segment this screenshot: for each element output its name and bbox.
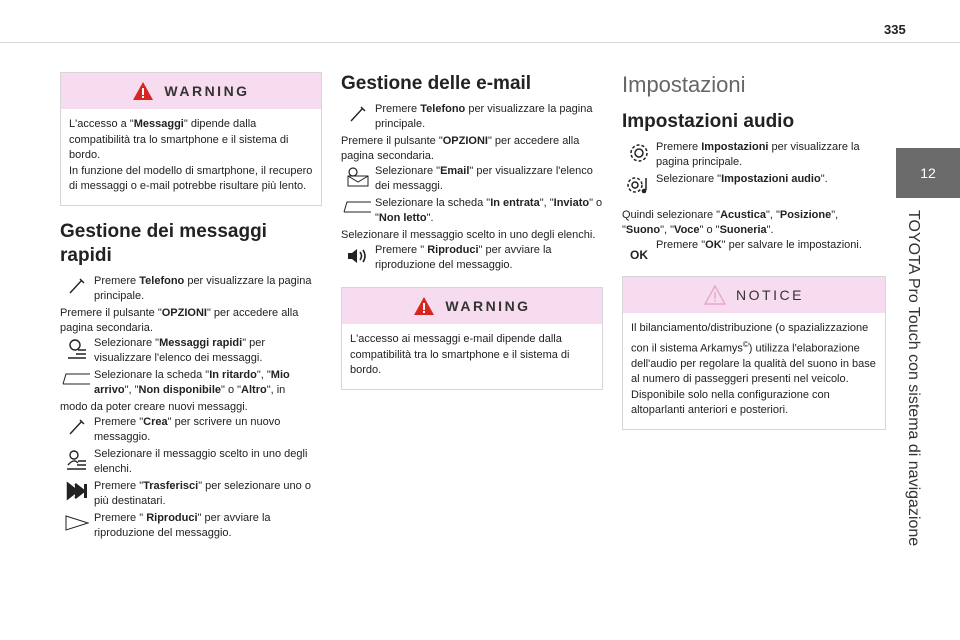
- step-impostazioni: Premere Impostazioni per visualizzare la pagina principale.: [622, 140, 886, 172]
- warning-body: L'accesso ai messaggi e-mail dipende dalla compatibilità tra lo smartphone e il sistema di bordo.: [350, 333, 570, 376]
- message-list-icon: [66, 338, 88, 360]
- step-audio-settings: Selezionare "Impostazioni audio".: [622, 172, 886, 204]
- paragraph-email-select: Selezionare il messaggio scelto in uno degli elenchi.: [341, 229, 596, 241]
- sidebar-title-text: TOYOTA Pro Touch con sistema di navigazione: [905, 210, 922, 547]
- paragraph-select-options: Quindi selezionare "Acustica", "Posizione", "Suono", "Voce" o "Suoneria".: [622, 209, 839, 236]
- section-heading-quick-messages: Gestione dei messaggi rapidi: [60, 220, 267, 266]
- gear-music-icon: [626, 174, 652, 196]
- email-envelope-icon: [345, 166, 371, 188]
- warning-header: [342, 288, 602, 324]
- paragraph-create: modo da poter creare nuovi messaggi.: [60, 400, 248, 413]
- notice-triangle-icon: [704, 285, 726, 305]
- tab-icon: [343, 198, 373, 214]
- column-left: [60, 72, 322, 543]
- paragraph-opzioni: Premere il pulsante "OPZIONI" per accedere alla pagina secondaria.: [60, 306, 299, 334]
- step-tabs: Selezionare la scheda "In ritardo", "Mio arrivo", "Non disponibile" o "Altro", in: [60, 368, 322, 400]
- forward-arrow-icon: [66, 481, 88, 501]
- pencil-icon: [67, 417, 87, 437]
- warning-title: WARNING: [164, 83, 250, 99]
- step-ok: OK Premere "OK" per salvare le impostazioni.: [630, 239, 862, 262]
- ok-icon: OK: [630, 248, 648, 262]
- step-email-tabs: Selezionare la scheda "In entrata", "Inviato" o "Non letto".: [341, 196, 603, 228]
- warning-triangle-icon: [413, 296, 435, 316]
- section-heading-email: Gestione delle e-mail: [341, 73, 532, 94]
- warning-triangle-icon: [132, 81, 154, 101]
- warning-box-messages: [60, 72, 322, 206]
- column-middle: [341, 72, 603, 398]
- step-email-select: Selezionare "Email" per visualizzare l'elenco dei messaggi.: [341, 164, 603, 196]
- section-title-settings: Impostazioni: [622, 72, 746, 97]
- step-email-telefono: Premere Telefono per visualizzare la pagina principale.: [341, 102, 603, 134]
- section-heading-audio-settings: Impostazioni audio: [622, 111, 795, 132]
- tab-icon: [62, 370, 92, 386]
- sidebar-chapter-title: [902, 210, 922, 590]
- gear-icon: [628, 142, 650, 164]
- notice-header: [623, 277, 885, 313]
- chapter-tab[interactable]: 12: [896, 148, 960, 198]
- page-number: 335: [884, 22, 906, 37]
- header-divider: [0, 42, 960, 43]
- warning-body: L'accesso a "Messaggi" dipende dalla compatibilità tra lo smartphone e il sistema di bordo. In funzione del modello di smartphone, il recupero di messaggi o e-mail potrebbe risultare più lento.: [69, 118, 313, 192]
- step-riproduci: Premere " Riproduci" per avviare la riproduzione del messaggio.: [60, 511, 322, 543]
- step-trasferisci: Premere "Trasferisci" per selezionare uno o più destinatari.: [60, 479, 322, 511]
- pencil-icon: [348, 104, 368, 124]
- step-crea: Premere "Crea" per scrivere un nuovo messaggio.: [60, 415, 322, 447]
- paragraph-email-opzioni: Premere il pulsante "OPZIONI" per accedere alla pagina secondaria.: [341, 135, 580, 162]
- warning-title: WARNING: [445, 298, 531, 314]
- column-right: [622, 72, 886, 438]
- step-quick-messages: Selezionare "Messaggi rapidi" per visualizzare l'elenco dei messaggi.: [60, 336, 322, 368]
- notice-title: NOTICE: [736, 287, 804, 303]
- step-telefono: Premere Telefono per visualizzare la pagina principale.: [60, 274, 322, 306]
- play-icon: [64, 513, 90, 533]
- pencil-icon: [67, 276, 87, 296]
- warning-header: [61, 73, 321, 109]
- notice-box: [622, 276, 886, 430]
- step-email-riproduci: Premere " Riproduci" per avviare la riproduzione del messaggio.: [341, 243, 603, 275]
- speaker-icon: [345, 245, 371, 267]
- notice-body: Il bilanciamento/distribuzione (o spazializzazione con il sistema Arkamys©) utilizza l'elaborazione dell'audio per regolare la qualità del suono in base al numero di passeggeri presenti nel veicolo. Disponibile solo nella configurazione con altoparlanti anteriori e posteriori.: [631, 322, 876, 417]
- contact-list-icon: [66, 449, 88, 471]
- warning-box-email: [341, 287, 603, 390]
- step-select-message: Selezionare il messaggio scelto in uno degli elenchi.: [60, 447, 322, 479]
